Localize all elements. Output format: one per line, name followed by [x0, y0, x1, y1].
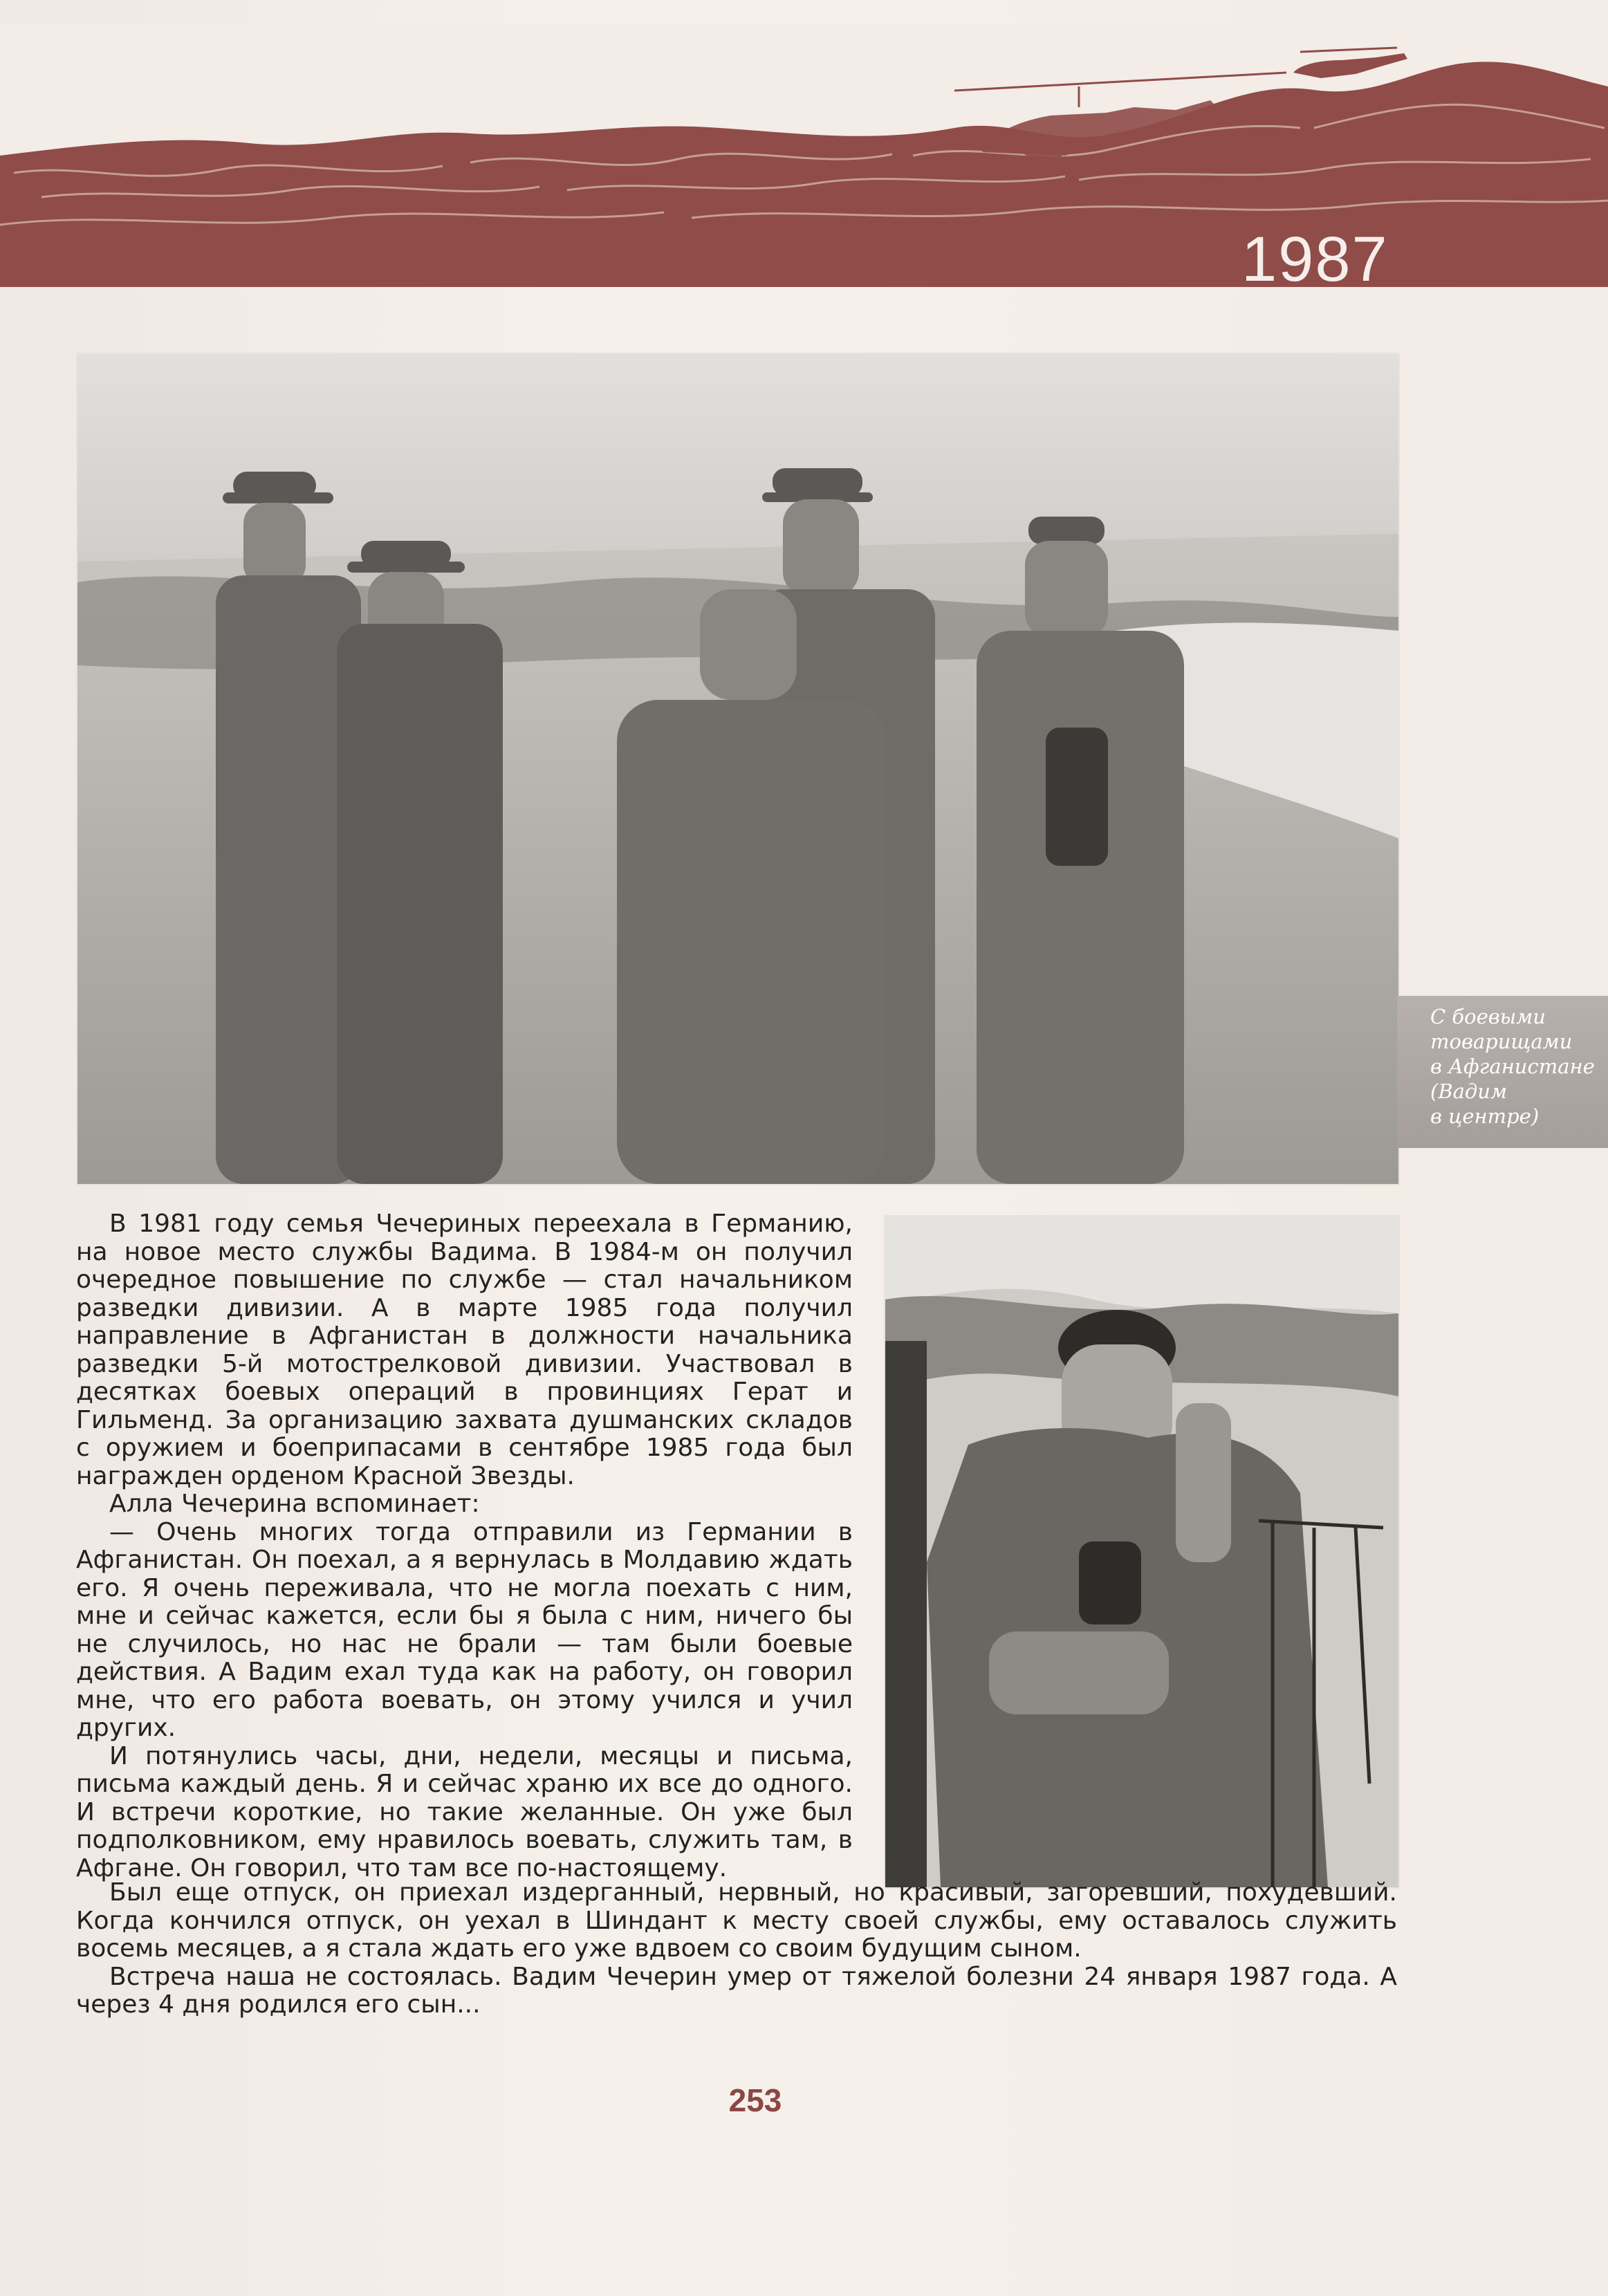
- paragraph: Встреча наша не состоялась. Вадим Чечерин умер от тяжелой болезни 24 января 1987 года. А через 4 дня родился его сын...: [76, 1962, 1397, 2019]
- group-photo: [76, 353, 1400, 1185]
- paragraph: Был еще отпуск, он приехал издерганный, нервный, но красивый, загоревший, похудевший. Когда кончился отпуск, он уехал в Шиндант к месту своей службы, ему оставалось служить восемь месяцев, а я стала ждать его уже вдвоем со своим будущим сыном.: [76, 1878, 1397, 1963]
- paragraph: В 1981 году семья Чечериных переехала в Германию, на новое место службы Вадима. В 1984-м он получил очередное повышение по службе — стал начальником разведки дивизии. А в марте 1985 года получил направление в Афганистан в должности начальника разведки 5-й мотострелковой дивизии. Участвовал в десятках боевых операций в провинциях Герат и Гильменд. За организацию захвата душманских складов с оружием и боеприпасами в сентябре 1985 года был награжден орденом Красной Звезды.: [76, 1210, 853, 1490]
- photo-caption: С боевыми товарищами в Афганистане (Вадим в центре): [1430, 1005, 1595, 1128]
- paragraph: Алла Чечерина вспоминает:: [109, 1490, 480, 1518]
- year-label: 1987: [1241, 224, 1389, 295]
- portrait-photo: [884, 1215, 1400, 1889]
- body-text-column: [76, 1210, 853, 1882]
- paragraph: — Очень многих тогда отправили из Германии в Афганистан. Он поехал, а я вернулась в Молдавию ждать его. Я очень переживала, что не могла поехать с ним, мне и сейчас кажется, если бы я была с ним, ничего бы не случилось, но нас не брали — там были боевые действия. А Вадим ехал туда как на работу, он говорил мне, что его работа воевать, он этому учился и учил других.: [76, 1517, 853, 1742]
- paragraph: И потянулись часы, дни, недели, месяцы и письма, письма каждый день. Я и сейчас храню их все до одного. И встречи короткие, но такие желанные. Он уже был подполковником, ему нравилось воевать, служить там, в Афгане. Он говорил, что там все по-настоящему.: [76, 1741, 853, 1882]
- header-illustration: [0, 24, 1608, 295]
- body-text-full: [76, 1879, 1397, 2019]
- page-number: 253: [728, 2082, 782, 2118]
